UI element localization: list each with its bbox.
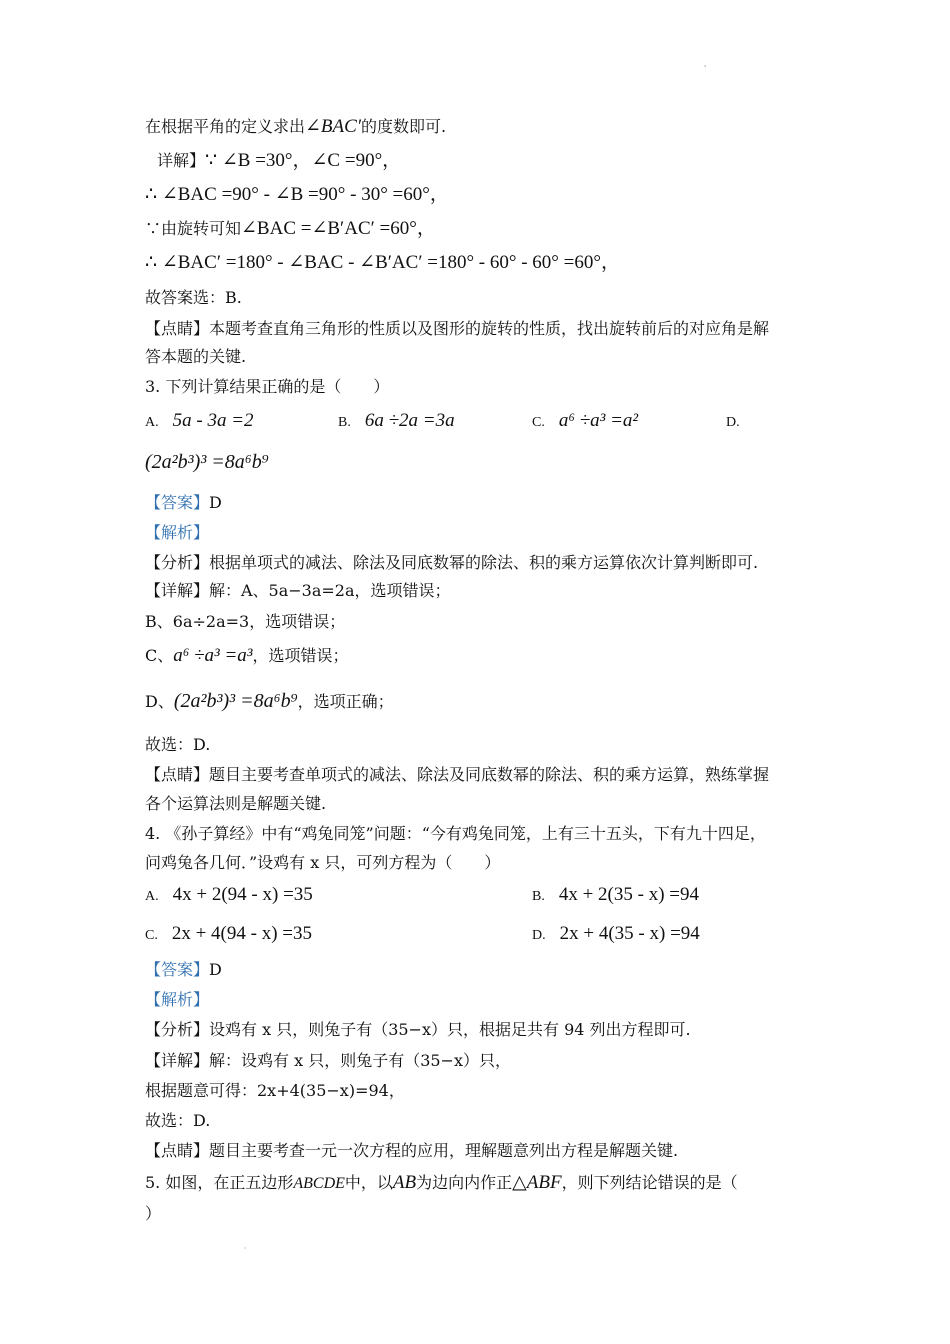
q2-answer: 故答案选：B.: [145, 288, 242, 307]
q4-stem-2: 问鸡兔各几何．”设鸡有 x 只，可列方程为（ ）: [145, 853, 501, 872]
q2-step-2-math: ∠BAC =∠B′AC′ =60°，: [241, 218, 436, 239]
q2-explain-pre: 在根据平角的定义求出: [145, 117, 306, 136]
q4-option-b: [532, 884, 699, 908]
q3-option-c: [532, 410, 638, 434]
q5-stem-mid-1: 中，以: [344, 1173, 393, 1192]
q3-detail-3-post: ，选项错误；: [252, 646, 349, 665]
q3-comment-1: 【点睛】题目主要考查单项式的减法、除法及同底数幂的除法、积的乘方运算，熟练掌握: [145, 765, 770, 784]
q5-stem: [145, 1172, 738, 1195]
q3-option-d-label: D.: [726, 415, 740, 430]
q3-detail-1: 【详解】解：A、5a−3a=2a，选项错误；: [145, 581, 451, 600]
q3-option-c-label: C.: [532, 415, 545, 430]
q4-option-d: [532, 923, 700, 947]
q4-option-a-label: A.: [145, 889, 159, 904]
q4-answer-tag: 【答案】: [145, 960, 210, 979]
q3-option-b: [338, 410, 455, 434]
q4-option-a-math: 4x + 2(94 - x) =35: [172, 884, 313, 905]
q4-option-c-label: C.: [145, 928, 158, 943]
q4-detail-2: 根据题意可得：2x+4(35−x)=94，: [145, 1081, 405, 1100]
q4-option-b-math: 4x + 2(35 - x) =94: [558, 884, 700, 905]
q4-analysis-tag: 【解析】: [145, 990, 210, 1009]
q3-detail-4-pre: D、: [145, 692, 174, 711]
q3-detail-4: [145, 690, 394, 713]
q3-answer: [145, 492, 222, 514]
q4-option-a: [145, 884, 313, 908]
q3-stem: 3. 下列计算结果正确的是（ ）: [145, 377, 390, 396]
q3-option-d: [726, 410, 754, 434]
q2-step-2: [145, 218, 436, 240]
q3-option-a-math: 5a - 3a =2: [172, 410, 254, 431]
q4-detail-1: 【详解】解：设鸡有 x 只，则兔子有（35−x）只，: [145, 1051, 511, 1070]
q4-option-d-math: 2x + 4(35 - x) =94: [559, 923, 700, 944]
q2-detail-line: [157, 150, 401, 172]
q3-detail-3-pre: C、: [145, 646, 174, 665]
q3-detail-4-post: ，选项正确；: [297, 692, 394, 711]
q3-comment-2: 各个运算法则是解题关键.: [145, 794, 327, 813]
q5-stem-2: ）: [145, 1204, 162, 1223]
q3-analysis-tag: 【解析】: [145, 523, 210, 542]
q2-explain-line: [145, 116, 446, 138]
q2-detail-label: 详解】: [157, 151, 206, 170]
q3-detail-2: B、6a÷2a=3，选项错误；: [145, 612, 346, 631]
q4-option-d-label: D.: [532, 928, 546, 943]
q2-detail-math: ∵ ∠B =30°，∠C =90°，: [205, 150, 402, 171]
q3-detail-3-math: a⁶ ÷a³ =a³: [173, 645, 253, 666]
q3-option-d-math: (2a²b³)³ =8a⁶b⁹: [145, 451, 269, 473]
q4-option-b-label: B.: [532, 889, 545, 904]
q5-stem-math-3: △ABF: [512, 1172, 562, 1193]
q3-answer-tag: 【答案】: [145, 493, 210, 512]
q3-detail-4-math: (2a²b³)³ =8a⁶b⁹: [173, 690, 298, 712]
q5-stem-pre: 5. 如图，在正五边形: [145, 1173, 294, 1192]
footer-mark: ·: [244, 1244, 247, 1253]
q5-stem-post: ，则下列结论错误的是（: [561, 1173, 738, 1192]
q4-answer: [145, 959, 222, 981]
q3-option-a-label: A.: [145, 415, 159, 430]
q3-analysis: 【分析】根据单项式的减法、除法及同底数幂的除法、积的乘方运算依次计算判断即可.: [145, 553, 759, 572]
q2-comment-1: 【点睛】本题考查直角三角形的性质以及图形的旋转的性质，找出旋转前后的对应角是解: [145, 319, 770, 338]
q3-choose: 故选：D.: [145, 735, 211, 754]
q2-step-2-pre: ∵由旋转可知: [145, 219, 242, 238]
q4-stem-1: 4. 《孙子算经》中有“鸡兔同笼”问题：“今有鸡兔同笼，上有三十五头，下有九十四足，: [145, 824, 766, 843]
q4-answer-value: D: [209, 960, 222, 979]
q4-choose: 故选：D.: [145, 1111, 211, 1130]
q4-comment: 【点睛】题目主要考查一元一次方程的应用，理解题意列出方程是解题关键.: [145, 1141, 679, 1160]
q2-step-3: ∴ ∠BAC′ =180° - ∠BAC - ∠B′AC′ =180° - 60° - 60° =60°，: [145, 252, 620, 273]
q3-answer-value: D: [209, 493, 222, 512]
q3-option-c-math: a⁶ ÷a³ =a²: [558, 410, 639, 431]
q2-explain-math: ∠BAC′: [305, 116, 361, 137]
q4-option-c: [145, 923, 312, 947]
q2-comment-2: 答本题的关键.: [145, 347, 247, 366]
q5-stem-math-2: AB: [392, 1172, 417, 1193]
q2-step-1: ∴ ∠BAC =90° - ∠B =90° - 30° =60°，: [145, 184, 449, 205]
q4-option-c-math: 2x + 4(94 - x) =35: [171, 923, 313, 944]
q5-stem-mid-2: 为边向内作正: [416, 1173, 513, 1192]
q3-option-a: [145, 410, 254, 434]
q3-option-b-label: B.: [338, 415, 351, 430]
q2-explain-post: 的度数即可.: [360, 117, 447, 136]
q4-analysis: 【分析】设鸡有 x 只，则兔子有（35−x）只，根据足共有 94 列出方程即可.: [145, 1020, 691, 1039]
header-mark: ': [704, 64, 707, 73]
q5-stem-math-1: ABCDE: [293, 1175, 345, 1192]
q3-detail-3: [145, 645, 349, 667]
q3-option-b-math: 6a ÷2a =3a: [364, 410, 455, 431]
